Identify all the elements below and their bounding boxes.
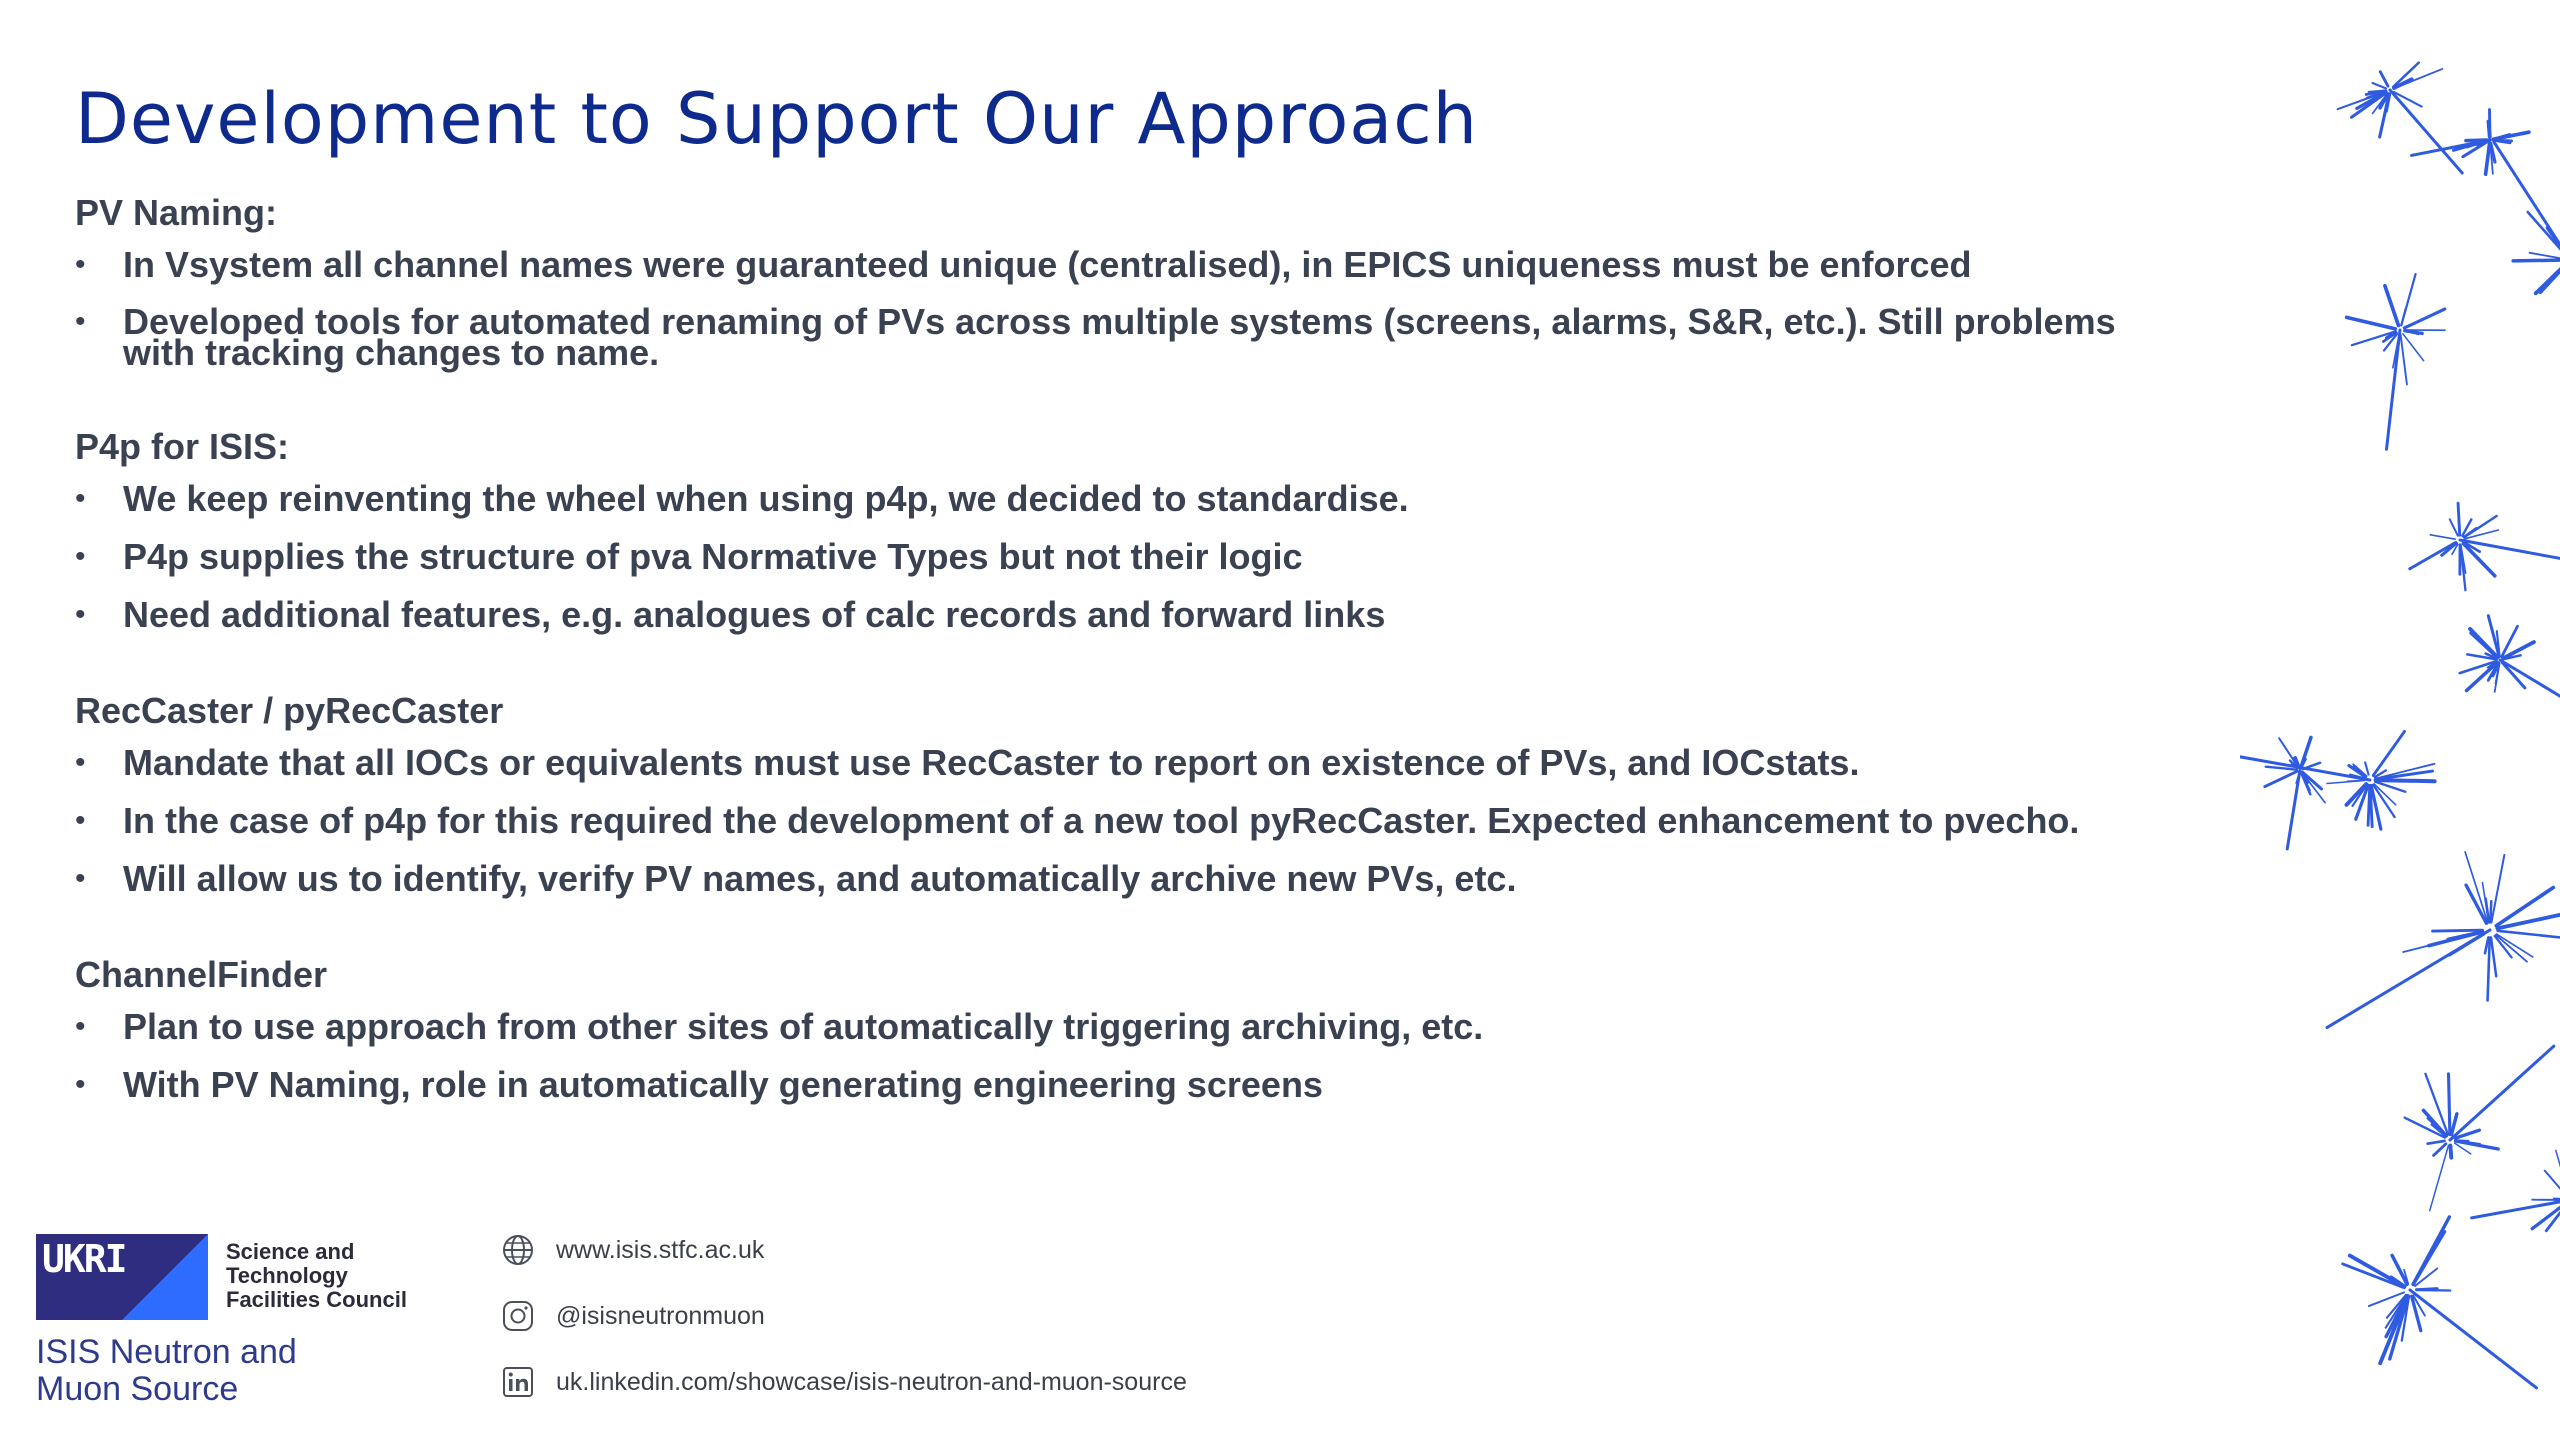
bullet-text: Mandate that all IOCs or equivalents must use RecCaster to report on existence of PVs, and IOCstats.: [123, 742, 1860, 783]
isis-name: ISIS Neutron and Muon Source: [36, 1333, 297, 1408]
starburst-icon: [2412, 110, 2529, 175]
starburst-icon: [2405, 1046, 2554, 1210]
ukri-logo-triangle: [122, 1234, 208, 1320]
starburst-icon: [2264, 737, 2325, 849]
linkedin-icon: [500, 1364, 536, 1400]
bullet-text: P4p supplies the structure of pva Normative Types but not their logic: [123, 536, 1303, 577]
bullet-text: Need additional features, e.g. analogues of calc records and forward links: [123, 594, 1386, 635]
bullet-text: Will allow us to identify, verify PV names, and automatically archive new PVs, etc.: [123, 858, 1517, 899]
bullet-icon: •: [75, 1010, 86, 1043]
bullet-icon: •: [75, 746, 86, 779]
section-heading: P4p for ISIS:: [75, 426, 290, 467]
bullet-icon: •: [75, 804, 86, 837]
section-heading: RecCaster / pyRecCaster: [75, 690, 504, 731]
bullet-text: In Vsystem all channel names were guaranteed unique (centralised), in EPICS uniqueness must be enforced: [123, 244, 1972, 285]
starburst-icon: [2240, 731, 2435, 829]
contact-text: @isisneutronmuon: [556, 1301, 765, 1330]
section-pv-naming: [75, 192, 2175, 373]
starburst-icon: [2472, 1150, 2560, 1230]
bullet-item: [75, 742, 2175, 783]
bullet-text: With PV Naming, role in automatically generating engineering screens: [123, 1064, 1323, 1105]
decorative-starburst-pattern: [2240, 0, 2560, 1440]
bullet-list: [75, 742, 2175, 899]
stfc-name: Science and Technology Facilities Council: [226, 1239, 407, 1312]
contact-text: uk.linkedin.com/showcase/isis-neutron-and-muon-source: [556, 1367, 1187, 1396]
bullet-item: [75, 536, 2175, 577]
bullet-icon: •: [75, 598, 86, 631]
bullet-list: [75, 478, 2175, 635]
starburst-icon: [2327, 852, 2560, 1028]
section-reccaster: [75, 690, 2175, 899]
bullet-text: We keep reinventing the wheel when using p4p, we decided to standardise.: [123, 478, 1409, 519]
globe-icon: [500, 1232, 536, 1268]
starburst-icon: [2460, 616, 2560, 707]
instagram-icon: [500, 1298, 536, 1334]
contact-list: [500, 1230, 1187, 1428]
starburst-icon: [2343, 1217, 2537, 1388]
bullet-item: [75, 1006, 2175, 1047]
section-heading: ChannelFinder: [75, 954, 328, 995]
slide-title: Development to Support Our Approach: [75, 78, 1479, 160]
bullet-list: [75, 1006, 2175, 1105]
bullet-icon: •: [75, 540, 86, 573]
contact-linkedin[interactable]: [500, 1362, 1187, 1402]
bullet-text: Plan to use approach from other sites of automatically triggering archiving, etc.: [123, 1006, 1484, 1047]
contact-text: www.isis.stfc.ac.uk: [556, 1235, 765, 1264]
bullet-item: [75, 478, 2175, 519]
bullet-item: [75, 1064, 2175, 1105]
bullet-icon: •: [75, 248, 86, 281]
bullet-text: Developed tools for automated renaming of PVs across multiple systems (screens, alarms, S&R, etc.). Still problems with tracking changes to name.: [123, 301, 2116, 373]
section-heading: PV Naming:: [75, 192, 278, 233]
footer-logo: [36, 1228, 436, 1418]
starburst-icon: [2410, 503, 2560, 590]
starburst-icon: [2338, 63, 2463, 173]
contact-instagram[interactable]: [500, 1296, 1187, 1336]
bullet-item: [75, 301, 2175, 373]
bullet-item: [75, 858, 2175, 899]
bullet-list: [75, 244, 2175, 373]
bullet-item: [75, 594, 2175, 635]
ukri-logo-text: UKRI: [42, 1237, 126, 1281]
contact-website[interactable]: [500, 1230, 1187, 1270]
bullet-text: In the case of p4p for this required the development of a new tool pyRecCaster. Expected enhancement to pvecho.: [123, 800, 2080, 841]
starburst-icon: [2494, 142, 2560, 293]
starburst-icon: [2347, 274, 2445, 449]
slide-content: [75, 192, 2175, 1160]
bullet-icon: •: [75, 305, 86, 338]
section-p4p: [75, 426, 2175, 635]
bullet-icon: •: [75, 482, 86, 515]
section-channelfinder: [75, 954, 2175, 1105]
bullet-item: [75, 244, 2175, 285]
bullet-icon: •: [75, 1068, 86, 1101]
bullet-item: [75, 800, 2175, 841]
bullet-icon: •: [75, 862, 86, 895]
ukri-logo: [36, 1234, 208, 1320]
